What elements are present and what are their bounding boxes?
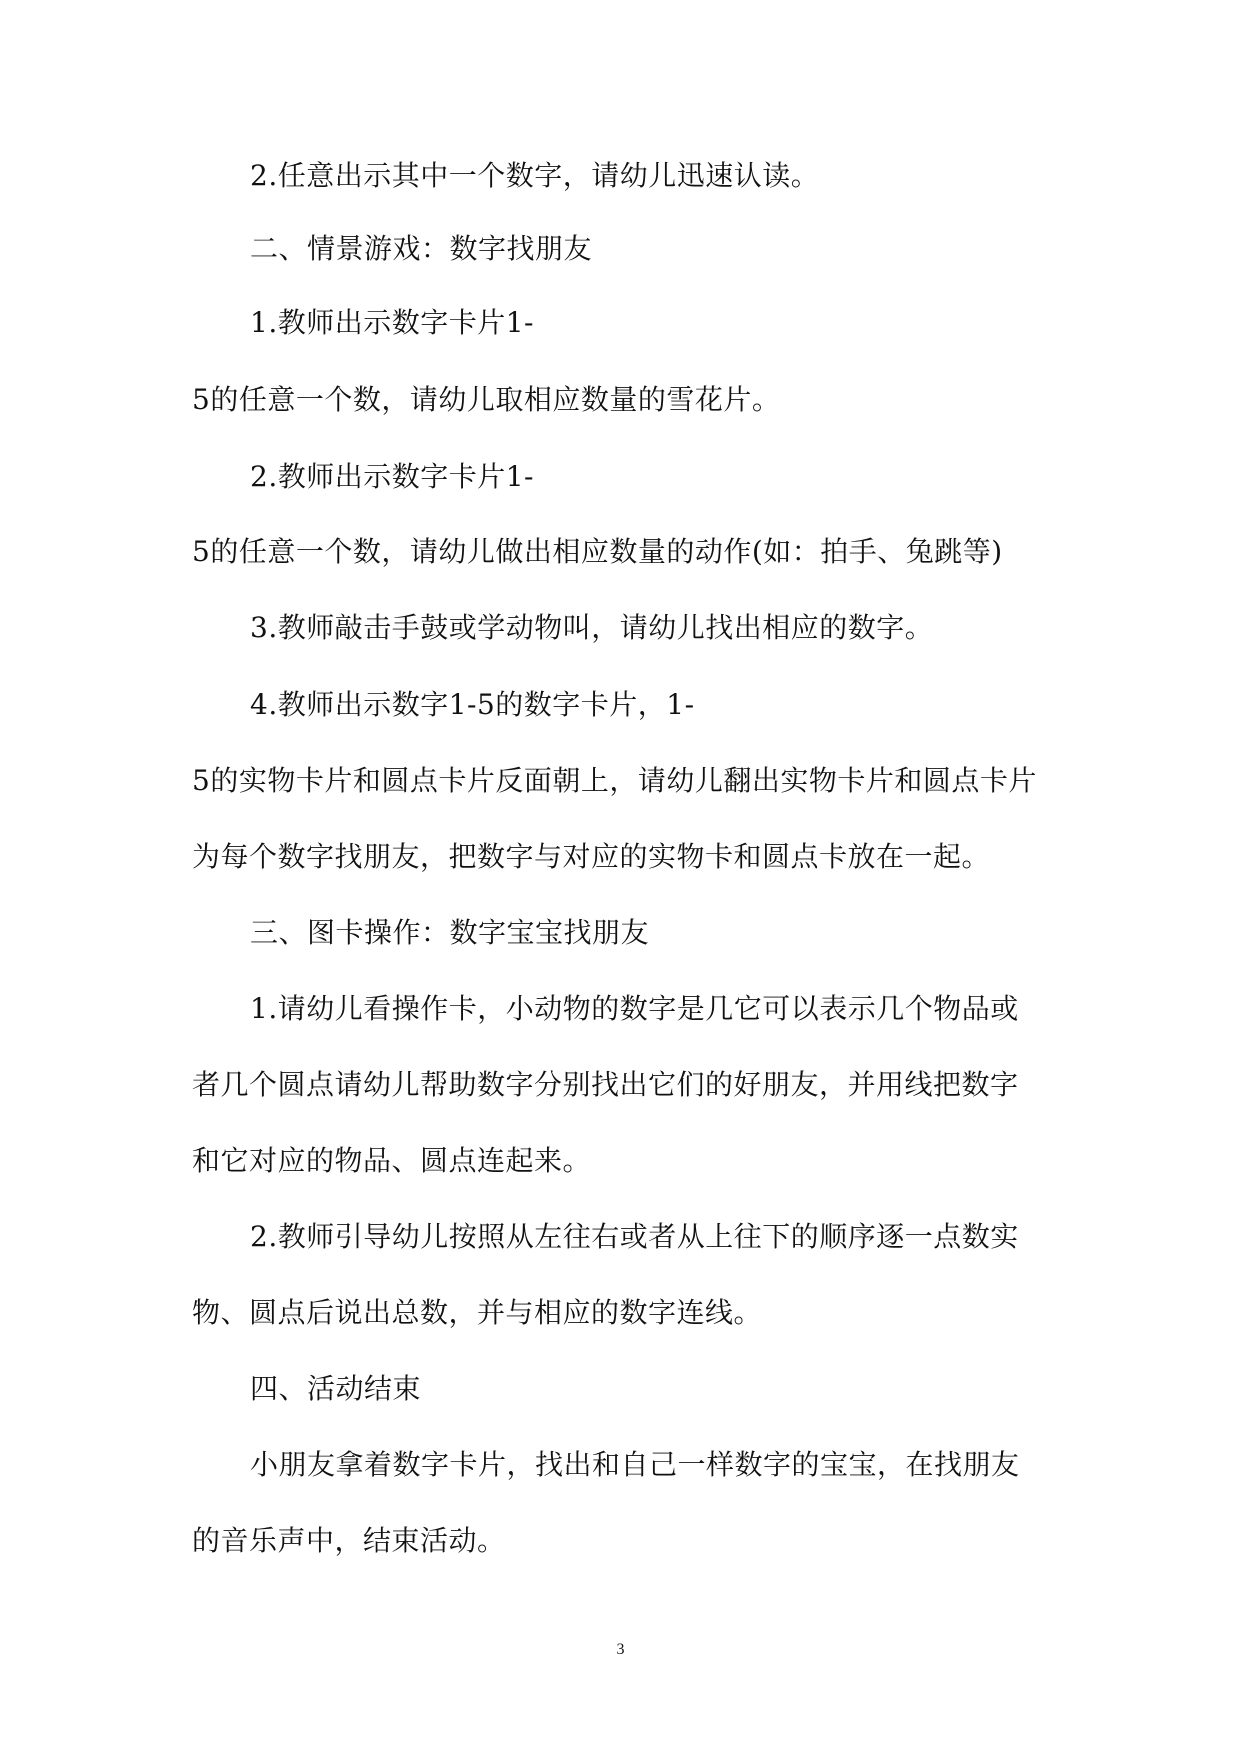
text-line: 4.教师出示数字1-5的数字卡片，1- bbox=[250, 688, 695, 721]
text-line: 物、圆点后说出总数，并与相应的数字连线。 bbox=[192, 1296, 763, 1329]
text-line: 的音乐声中，结束活动。 bbox=[192, 1524, 506, 1557]
text-line: 为每个数字找朋友，把数字与对应的实物卡和圆点卡放在一起。 bbox=[192, 840, 991, 873]
text-line: 5的实物卡片和圆点卡片反面朝上，请幼儿翻出实物卡片和圆点卡片 bbox=[192, 764, 1037, 797]
text-line: 3.教师敲击手鼓或学动物叫，请幼儿找出相应的数字。 bbox=[250, 611, 934, 644]
text-line: 2.教师引导幼儿按照从左往右或者从上往下的顺序逐一点数实 bbox=[250, 1220, 1019, 1253]
section-heading: 二、情景游戏：数字找朋友 bbox=[250, 232, 593, 265]
section-heading: 四、活动结束 bbox=[250, 1372, 422, 1405]
text-line: 5的任意一个数，请幼儿做出相应数量的动作(如：拍手、兔跳等) bbox=[192, 535, 1003, 568]
text-line: 2.任意出示其中一个数字，请幼儿迅速认读。 bbox=[250, 159, 820, 192]
text-line: 和它对应的物品、圆点连起来。 bbox=[192, 1144, 592, 1177]
text-line: 小朋友拿着数字卡片，找出和自己一样数字的宝宝，在找朋友 bbox=[250, 1448, 1020, 1481]
section-heading: 三、图卡操作：数字宝宝找朋友 bbox=[250, 916, 650, 949]
text-line: 者几个圆点请幼儿帮助数字分别找出它们的好朋友，并用线把数字 bbox=[192, 1068, 1019, 1101]
page-number: 3 bbox=[616, 1641, 625, 1658]
text-line: 1.教师出示数字卡片1- bbox=[250, 306, 534, 339]
text-line: 5的任意一个数，请幼儿取相应数量的雪花片。 bbox=[192, 383, 781, 416]
text-line: 2.教师出示数字卡片1- bbox=[250, 460, 534, 493]
text-line: 1.请幼儿看操作卡，小动物的数字是几它可以表示几个物品或 bbox=[250, 992, 1019, 1025]
